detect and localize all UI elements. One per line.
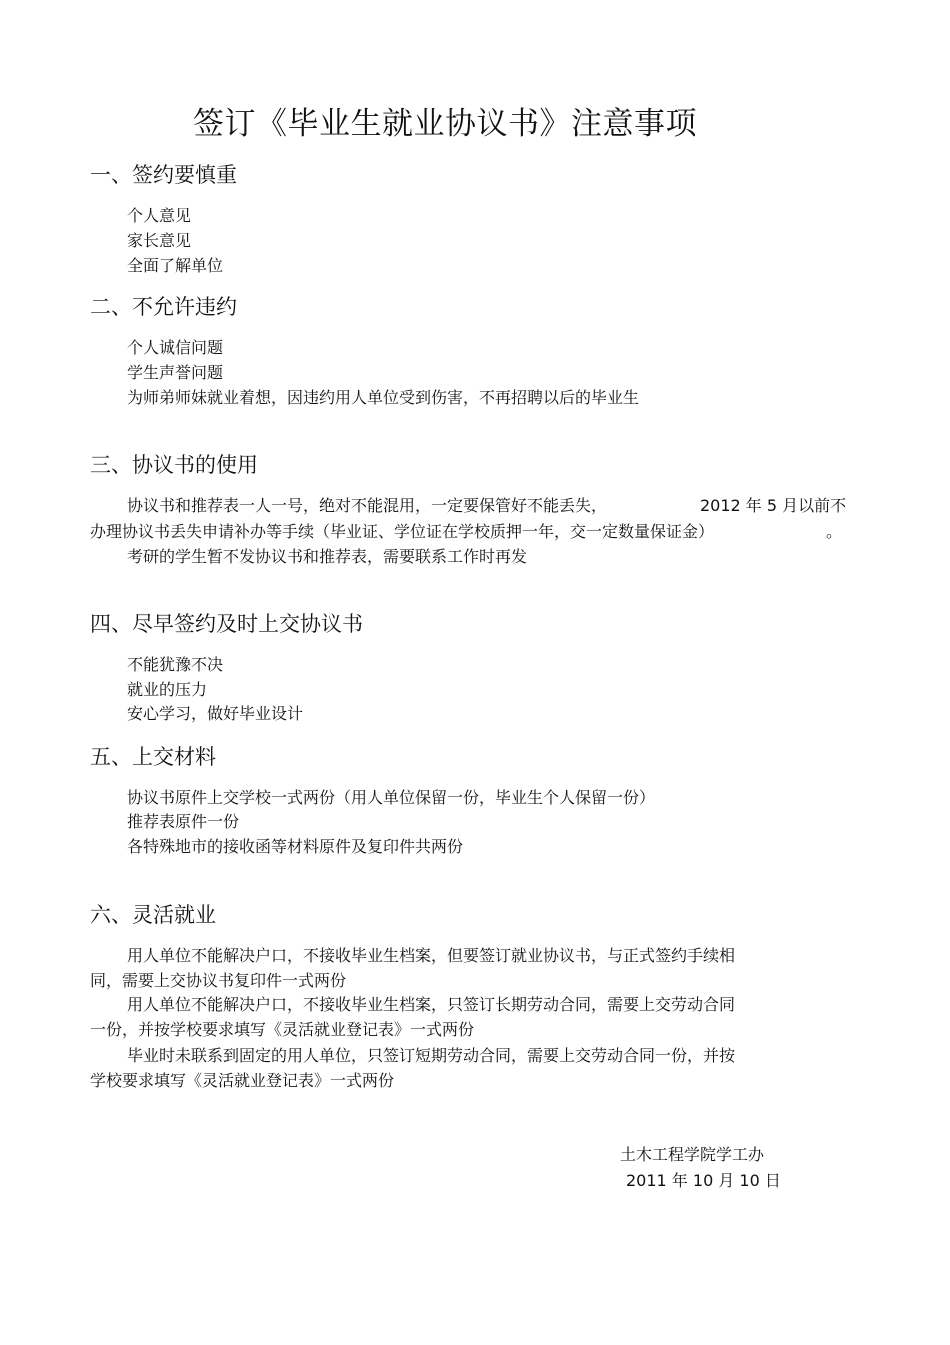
list-item: 协议书原件上交学校一式两份（用人单位保留一份，毕业生个人保留一份） — [127, 788, 656, 807]
document-title: 签订《毕业生就业协议书》注意事项 — [193, 106, 697, 142]
list-item: 学生声誉问题 — [127, 363, 224, 382]
paragraph-line: 办理协议书丢失申请补办等手续（毕业证、学位证在学校质押一年，交一定数量保证金） — [90, 522, 715, 541]
section-heading-2: 二、不允许违约 — [90, 295, 237, 319]
section-heading-3: 三、协议书的使用 — [90, 453, 258, 477]
paragraph-line: 学校要求填写《灵活就业登记表》一式两份 — [90, 1071, 395, 1090]
list-item: 个人诚信问题 — [127, 338, 224, 357]
paragraph-line: 协议书和推荐表一人一号，绝对不能混用，一定要保管好不能丢失， — [127, 496, 608, 515]
signature-org: 土木工程学院学工办 — [620, 1145, 765, 1164]
list-item: 不能犹豫不决 — [127, 655, 224, 674]
paragraph-line: 用人单位不能解决户口，不接收毕业生档案，但要签订就业协议书，与正式签约手续相 — [127, 946, 736, 965]
paragraph-line: 毕业时未联系到固定的用人单位，只签订短期劳动合同，需要上交劳动合同一份，并按 — [127, 1046, 736, 1065]
paragraph-line: 一份，并按学校要求填写《灵活就业登记表》一式两份 — [90, 1020, 475, 1039]
list-item: 全面了解单位 — [127, 256, 224, 275]
list-item: 个人意见 — [127, 206, 192, 225]
list-item: 推荐表原件一份 — [127, 812, 240, 831]
list-item: 安心学习，做好毕业设计 — [127, 704, 304, 723]
paragraph-line: 同，需要上交协议书复印件一式两份 — [90, 971, 347, 990]
list-item: 就业的压力 — [127, 680, 208, 699]
section-heading-6: 六、灵活就业 — [90, 903, 216, 927]
list-item: 各特殊地市的接收函等材料原件及复印件共两份 — [127, 837, 464, 856]
paragraph-line: 2012 年 5 月以前不 — [700, 496, 847, 515]
list-item: 家长意见 — [127, 231, 192, 250]
section-heading-5: 五、上交材料 — [90, 745, 216, 769]
section-heading-1: 一、签约要慎重 — [90, 163, 237, 187]
signature-date: 2011 年 10 月 10 日 — [626, 1171, 781, 1190]
paragraph-line: 考研的学生暂不发协议书和推荐表，需要联系工作时再发 — [127, 547, 528, 566]
paragraph-line: 用人单位不能解决户口，不接收毕业生档案，只签订长期劳动合同，需要上交劳动合同 — [127, 995, 736, 1014]
section-heading-4: 四、尽早签约及时上交协议书 — [90, 612, 363, 636]
list-item: 为师弟师妹就业着想，因违约用人单位受到伤害，不再招聘以后的毕业生 — [127, 388, 640, 407]
paragraph-line: 。 — [826, 522, 843, 541]
